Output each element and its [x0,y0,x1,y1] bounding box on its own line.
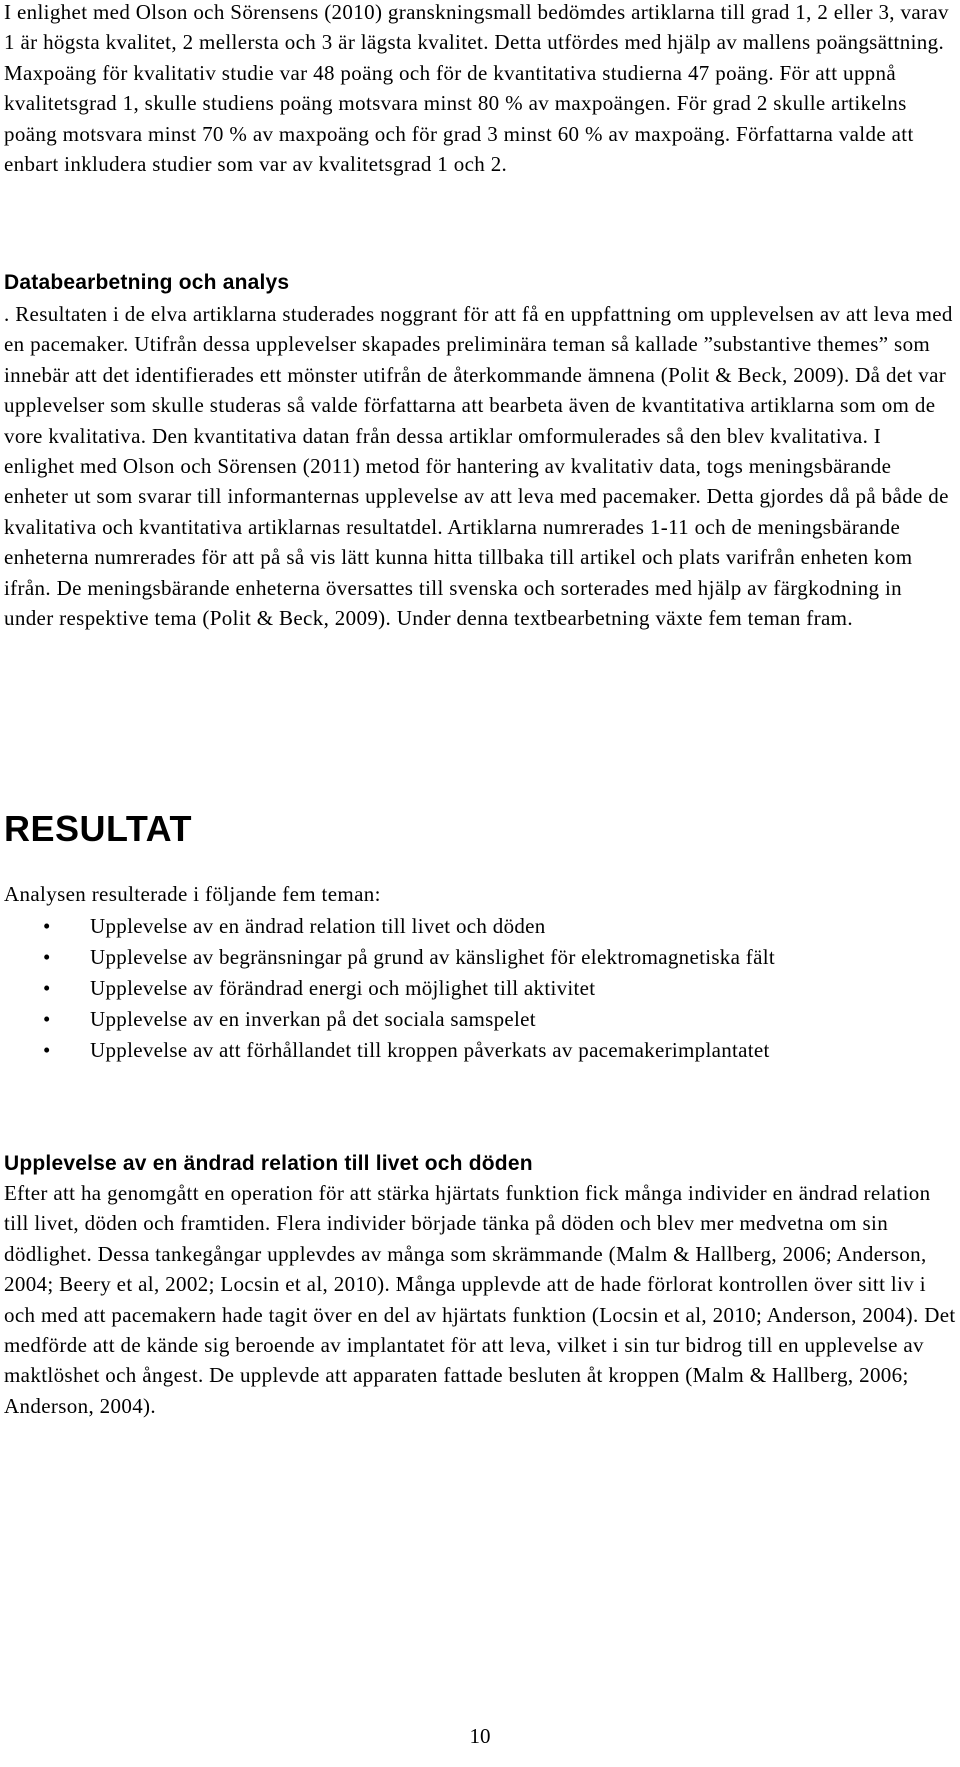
bullet-icon: • [43,1038,51,1062]
theme-label: Upplevelse av förändrad energi och möjlighet till aktivitet [90,976,596,1000]
page-number: 10 [469,1724,491,1748]
theme1-heading: Upplevelse av en ändrad relation till livet och döden [4,1152,533,1175]
result-heading: RESULTAT [4,808,192,849]
themes-list [0,911,960,1066]
list-item [0,973,960,1004]
bullet-icon: • [43,914,51,938]
bullet-icon: • [43,945,51,969]
analysis-paragraph: . Resultaten i de elva artiklarna studerades noggrant för att få en uppfattning om upplevelsen av att leva med en pacemaker. Utifrån dessa upplevelser skapades preliminära teman så kallade ”substantive themes” som innebär att det identifierades ett mönster utifrån de återkommande ämnena (Polit & Beck, 2009). Då det var upplevelser som skulle studeras så valde författarna att bearbeta även de kvantitativa artiklarna som om de vore kvalitativa. Den kvantitativa datan från dessa artiklar omformulerades så den blev kvalitativa. I enlighet med Olson och Sörensen (2011) metod för hantering av kvalitativ data, togs meningsbärande enheter ut som svarar till informanternas upplevelse av att leva med pacemaker. Detta gjordes då på både de kvalitativa och kvantitativa artiklarnas resultatdel. Artiklarna numrerades 1-11 och de meningsbärande enheterna numrerades för att på så vis lätt kunna hitta tillbaka till artikel och plats varifrån enheten kom ifrån. De meningsbärande enheterna översattes till svenska och sorterades med hjälp av färgkodning in under respektive tema (Polit & Beck, 2009). Under denna textbearbetning växte fem teman fram. [4,302,953,631]
list-item [0,1004,960,1035]
theme-label: Upplevelse av en inverkan på det sociala samspelet [90,1007,536,1031]
list-item [0,911,960,942]
theme-label: Upplevelse av att förhållandet till kroppen påverkats av pacemakerimplantatet [90,1038,770,1062]
list-item [0,942,960,973]
quality-grading-paragraph: I enlighet med Olson och Sörensens (2010) granskningsmall bedömdes artiklarna till grad 1, 2 eller 3, varav 1 är högsta kvalitet, 2 mellersta och 3 är lägsta kvalitet. Detta utfördes med hjälp av mallens poängsättning. Maxpoäng för kvalitativ studie var 48 poäng och för de kvantitativa studierna 47 poäng. För att uppnå kvalitetsgrad 1, skulle studiens poäng motsvara minst 80 % av maxpoängen. För grad 2 skulle artikelns poäng motsvara minst 70 % av maxpoäng och för grad 3 minst 60 % av maxpoäng. Författarna valde att enbart inkludera studier som var av kvalitetsgrad 1 och 2. [4,0,949,177]
list-item [0,1035,960,1066]
bullet-icon: • [43,976,51,1000]
theme1-paragraph: Efter att ha genomgått en operation för att stärka hjärtats funktion fick många individer en ändrad relation till livet, döden och framtiden. Flera individer började tänka på döden och blev mer medvetna om sin dödlighet. Dessa tankegångar upplevdes av många som skrämmande (Malm & Hallberg, 2006; Anderson, 2004; Beery et al, 2002; Locsin et al, 2010). Många upplevde att de hade förlorat kontrollen över sitt liv i och med att pacemakern hade tagit över en del av hjärtats funktion (Locsin et al, 2010; Anderson, 2004). Det medförde att de kände sig beroende av implantatet för att leva, vilket i sin tur bidrog till en upplevelse av maktlöshet och ångest. De upplevde att apparaten fattade besluten åt kroppen (Malm & Hallberg, 2006; Anderson, 2004). [4,1181,956,1418]
analysis-heading: Databearbetning och analys [4,271,290,294]
result-intro: Analysen resulterade i följande fem teman: [4,882,381,906]
theme-label: Upplevelse av en ändrad relation till livet och döden [90,914,546,938]
bullet-icon: • [43,1007,51,1031]
theme-label: Upplevelse av begränsningar på grund av känslighet för elektromagnetiska fält [90,945,775,969]
